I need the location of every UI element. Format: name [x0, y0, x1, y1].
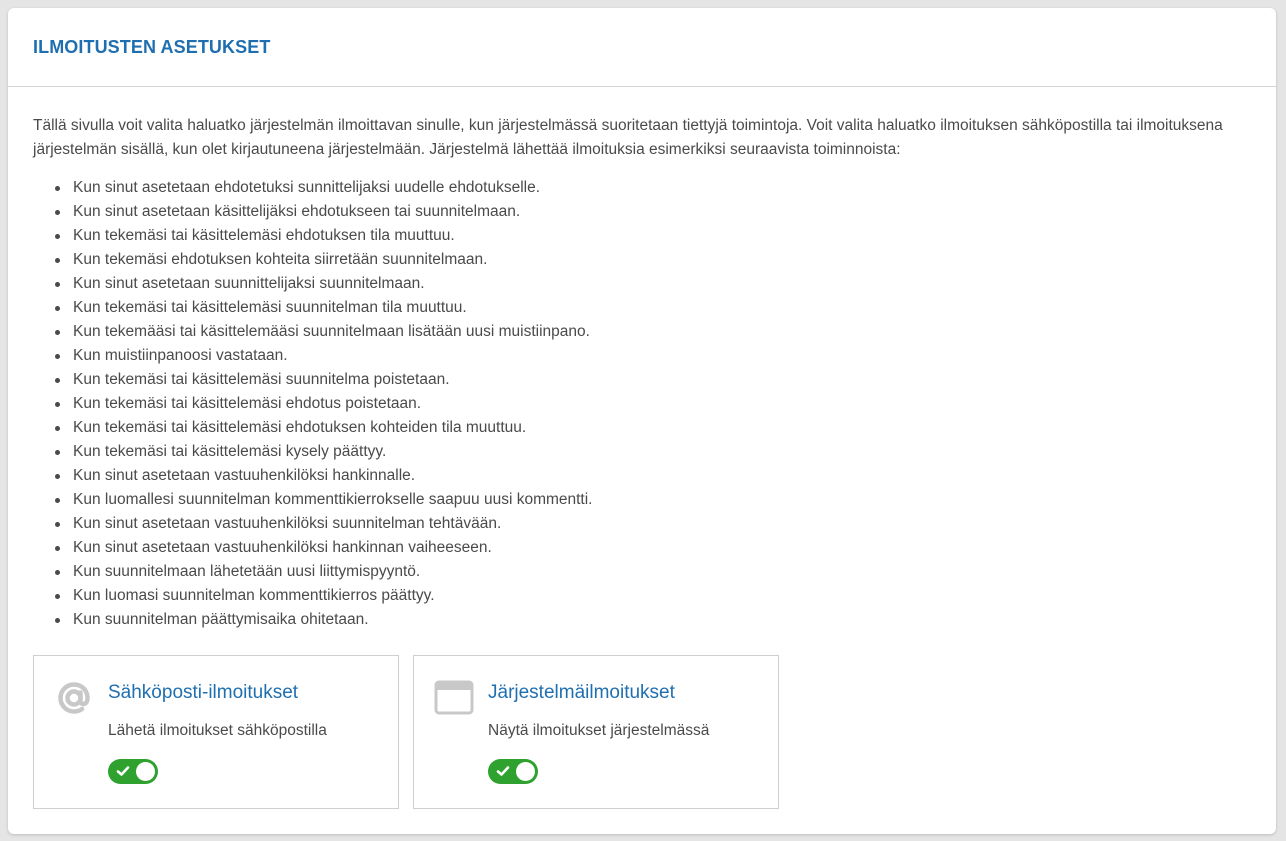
list-item: Kun tekemäsi ehdotuksen kohteita siirretään suunnitelmaan. — [53, 248, 593, 272]
card-description: Näytä ilmoitukset järjestelmässä — [488, 722, 710, 739]
check-icon — [496, 765, 510, 777]
page-title: ILMOITUSTEN ASETUKSET — [33, 37, 271, 57]
system-notifications-toggle[interactable] — [488, 759, 538, 784]
at-sign-icon — [54, 678, 94, 718]
list-item: Kun tekemäsi tai käsittelemäsi kysely päättyy. — [53, 440, 593, 464]
list-item: Kun tekemäsi tai käsittelemäsi suunnitelma poistetaan. — [53, 368, 593, 392]
card-description: Lähetä ilmoitukset sähköpostilla — [108, 722, 327, 739]
panel-header — [8, 8, 1276, 87]
system-notifications-card — [413, 655, 779, 809]
list-item: Kun tekemäsi tai käsittelemäsi ehdotuksen kohteiden tila muuttuu. — [53, 416, 593, 440]
toggle-knob — [516, 762, 535, 781]
check-icon — [116, 765, 130, 777]
notification-settings-panel — [8, 8, 1276, 834]
toggle-knob — [136, 762, 155, 781]
card-title: Sähköposti-ilmoitukset — [108, 682, 299, 703]
list-item: Kun sinut asetetaan vastuuhenkilöksi hankinnan vaiheeseen. — [53, 536, 593, 560]
list-item: Kun muistiinpanoosi vastataan. — [53, 344, 593, 368]
intro-text: Tällä sivulla voit valita haluatko järjestelmän ilmoittavan sinulle, kun järjestelmässä suoritetaan tiettyjä toimintoja. Voit valita haluatko ilmoituksen sähköpostilla tai ilmoituksena järjestelmän sisällä, kun olet kirjautuneena järjestelmään. Järjestelmä lähettää ilmoituksia esimerkiksi seuraavista toiminnoista: — [33, 117, 1223, 158]
email-notifications-card — [33, 655, 399, 809]
list-item: Kun tekemäsi tai käsittelemäsi suunnitelman tila muuttuu. — [53, 296, 593, 320]
list-item: Kun tekemäsi tai käsittelemäsi ehdotus poistetaan. — [53, 392, 593, 416]
email-notifications-toggle[interactable] — [108, 759, 158, 784]
list-item: Kun suunnitelmaan lähetetään uusi liittymispyyntö. — [53, 560, 593, 584]
list-item: Kun tekemääsi tai käsittelemääsi suunnitelmaan lisätään uusi muistiinpano. — [53, 320, 593, 344]
list-item: Kun sinut asetetaan vastuuhenkilöksi hankinnalle. — [53, 464, 593, 488]
list-item: Kun tekemäsi tai käsittelemäsi ehdotuksen tila muuttuu. — [53, 224, 593, 248]
card-title: Järjestelmäilmoitukset — [488, 682, 675, 703]
list-item: Kun suunnitelman päättymisaika ohitetaan. — [53, 608, 593, 632]
list-item: Kun sinut asetetaan suunnittelijaksi suunnitelmaan. — [53, 272, 593, 296]
list-item: Kun sinut asetetaan käsittelijäksi ehdotukseen tai suunnitelmaan. — [53, 200, 593, 224]
list-item: Kun sinut asetetaan vastuuhenkilöksi suunnitelman tehtävään. — [53, 512, 593, 536]
list-item: Kun sinut asetetaan ehdotetuksi sunnittelijaksi uudelle ehdotukselle. — [53, 176, 593, 200]
list-item: Kun luomasi suunnitelman kommenttikierros päättyy. — [53, 584, 593, 608]
event-list — [53, 176, 593, 632]
list-item: Kun luomallesi suunnitelman kommenttikierrokselle saapuu uusi kommentti. — [53, 488, 593, 512]
window-icon — [434, 678, 474, 718]
